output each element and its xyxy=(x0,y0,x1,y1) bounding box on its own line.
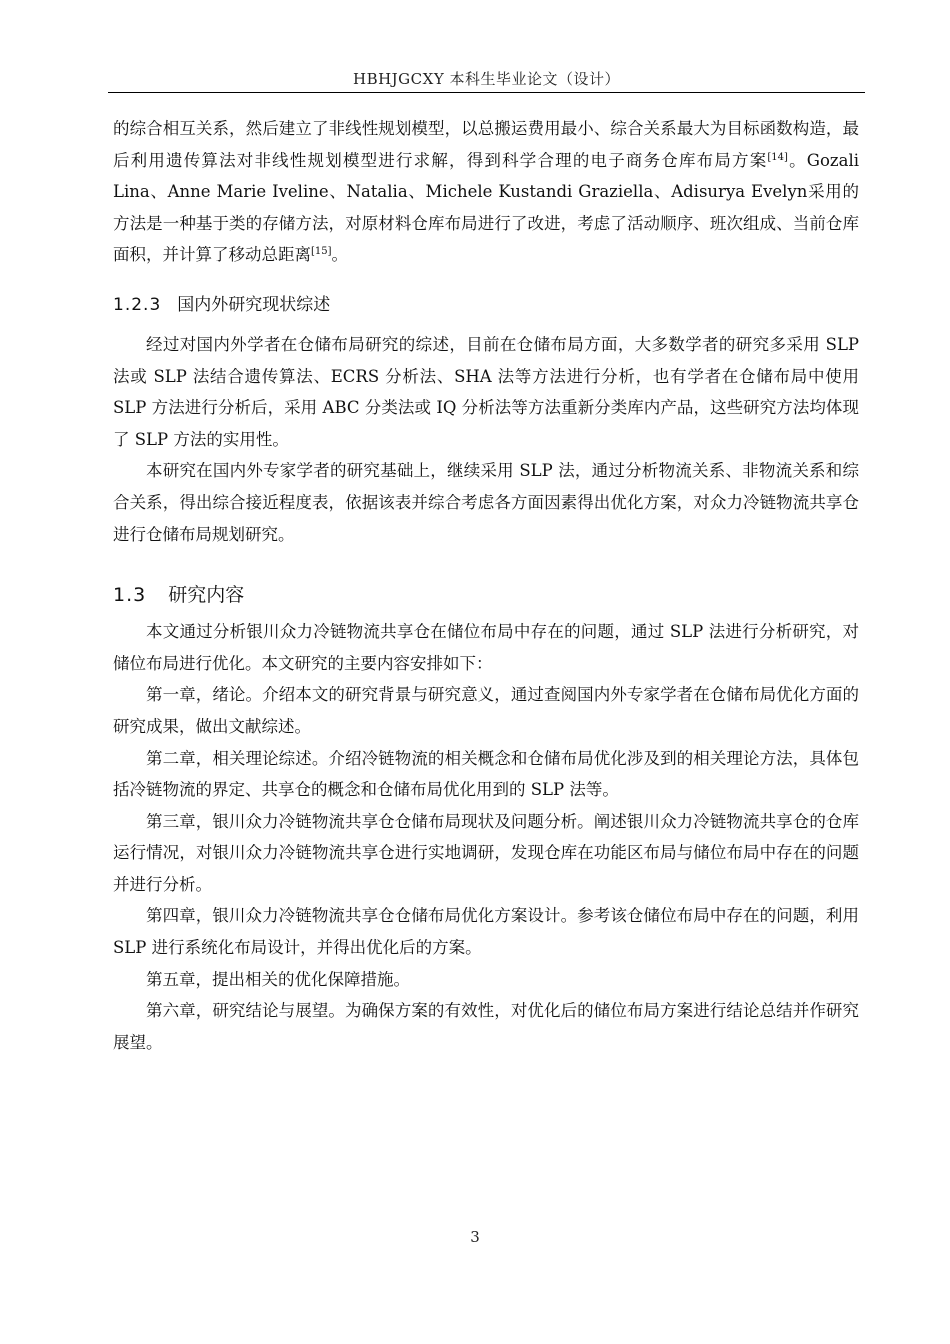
section-heading-1-2-3 xyxy=(113,291,859,319)
citation-15: [15] xyxy=(311,246,332,258)
citation-14: [14] xyxy=(767,151,788,163)
chapter-paragraph: 第五章，提出相关的优化保障措施。 xyxy=(146,969,410,989)
chapter-paragraph: 第一章，绪论。介绍本文的研究背景与研究意义，通过查阅国内外专家学者在仓储布局优化方面的研究成果，做出文献综述。 xyxy=(113,685,859,736)
paragraph: 经过对国内外学者在仓储布局研究的综述，目前在仓储布局方面，大多数学者的研究多采用 SLP 法或 SLP 法结合遗传算法、ECRS 分析法、SHA 法等方法进行分析，也有学者在仓储布局中使用 SLP 方法进行分析后，采用 ABC 分类法或 IQ 分析法等方法重新分类库内产品，这些研究方法均体现了 SLP 方法的实用性。 xyxy=(113,334,859,449)
section-number: 1.3 xyxy=(113,584,147,607)
page-number: 3 xyxy=(470,1228,480,1246)
intro-text: 的综合相互关系，然后建立了非线性规划模型，以总搬运费用最小、综合关系最大为目标函数构造，最后利用遗传算法对非线性规划模型进行求解，得到科学合理的电子商务仓库布局方案 xyxy=(113,119,859,170)
page-body xyxy=(113,113,859,1058)
chapter-paragraph: 第三章，银川众力冷链物流共享仓仓储布局现状及问题分析。阐述银川众力冷链物流共享仓的仓库运行情况，对银川众力冷链物流共享仓进行实地调研，发现仓库在功能区布局与储位布局中存在的问题并进行分析。 xyxy=(113,811,859,894)
chapter-paragraph: 第六章，研究结论与展望。为确保方案的有效性，对优化后的储位布局方案进行结论总结并作研究展望。 xyxy=(113,1001,859,1052)
section-heading-1-3 xyxy=(113,580,859,610)
page-header: HBHJGCXY 本科生毕业论文（设计） xyxy=(352,70,620,88)
section-title: 国内外研究现状综述 xyxy=(177,294,331,315)
header-rule xyxy=(108,92,865,93)
chapter-paragraph: 第二章，相关理论综述。介绍冷链物流的相关概念和仓储布局优化涉及到的相关理论方法，具体包括冷链物流的界定、共享仓的概念和仓储布局优化用到的 SLP 法等。 xyxy=(113,748,859,800)
chapter-paragraph: 第四章，银川众力冷链物流共享仓仓储布局优化方案设计。参考该仓储位布局中存在的问题，利用 SLP 进行系统化布局设计，并得出优化后的方案。 xyxy=(113,906,859,958)
section-number: 1.2.3 xyxy=(113,294,162,315)
intro-text-2: 。Gozali Lina、Anne Marie Iveline、Natalia、Michele Kustandi Graziella、Adisurya Evelyn采用的方法是一种基于类的存储方法，对原材料仓库布局进行了改进，考虑了活动顺序、班次组成、当前仓库面积，并计算了移动总距离 xyxy=(113,150,860,265)
paragraph: 本研究在国内外专家学者的研究基础上，继续采用 SLP 法，通过分析物流关系、非物流关系和综合关系，得出综合接近程度表，依据该表并综合考虑各方面因素得出优化方案，对众力冷链物流共享仓进行仓储布局规划研究。 xyxy=(113,461,859,544)
paragraph: 本文通过分析银川众力冷链物流共享仓在储位布局中存在的问题，通过 SLP 法进行分析研究，对储位布局进行优化。本文研究的主要内容安排如下： xyxy=(113,622,859,673)
section-title: 研究内容 xyxy=(168,584,245,607)
intro-paragraph xyxy=(113,113,859,271)
intro-text-3: 。 xyxy=(331,245,349,265)
